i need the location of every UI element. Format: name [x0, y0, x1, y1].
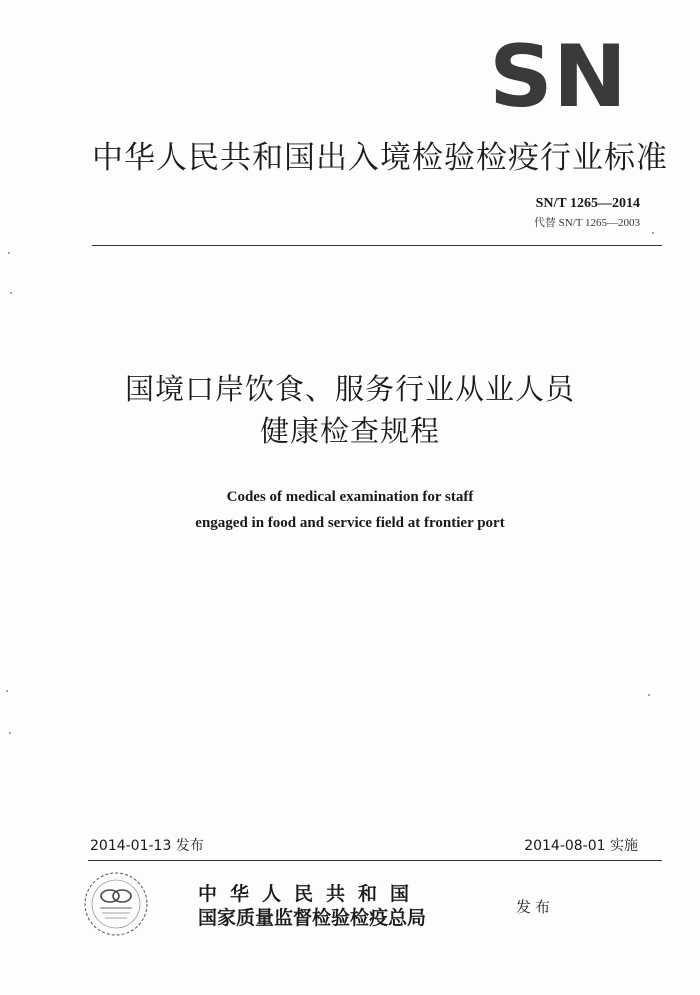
circular-seal-stamp-icon [80, 870, 152, 938]
scan-speck [648, 694, 650, 696]
scan-speck [8, 252, 10, 254]
top-divider [92, 245, 662, 246]
sn-logo [488, 42, 628, 110]
replaces-standard: 代替 SN/T 1265—2003 [533, 217, 640, 229]
chinese-title-line-2: 健康检查规程 [259, 414, 440, 448]
issue-date: 2014-01-13 发布 [90, 838, 204, 854]
english-title-line-2: engaged in food and service field at frontier port [195, 515, 505, 531]
issuer-line-2: 国家质量监督检验检疫总局 [198, 907, 427, 929]
english-title [0, 484, 700, 536]
sn-logo-text: SN [489, 42, 627, 110]
chinese-title-line-1: 国境口岸饮食、服务行业从业人员 [124, 372, 575, 406]
scan-speck [6, 690, 8, 692]
chinese-title [0, 368, 700, 452]
scan-speck [9, 732, 11, 734]
issuer-names [198, 882, 508, 930]
sn-logo-graphic [488, 42, 628, 110]
industry-standard-title: 中华人民共和国出入境检验检疫行业标准 [92, 140, 668, 176]
scan-speck [652, 232, 654, 234]
scan-speck [10, 292, 12, 294]
implementation-date: 2014-08-01 实施 [524, 838, 638, 854]
bottom-divider [88, 860, 662, 861]
issuer-line-1: 中华人民共和国 [198, 883, 423, 905]
issuer-action: 发布 [516, 898, 555, 916]
english-title-line-1: Codes of medical examination for staff [226, 489, 474, 505]
standard-number: SN/T 1265—2014 [535, 196, 640, 211]
